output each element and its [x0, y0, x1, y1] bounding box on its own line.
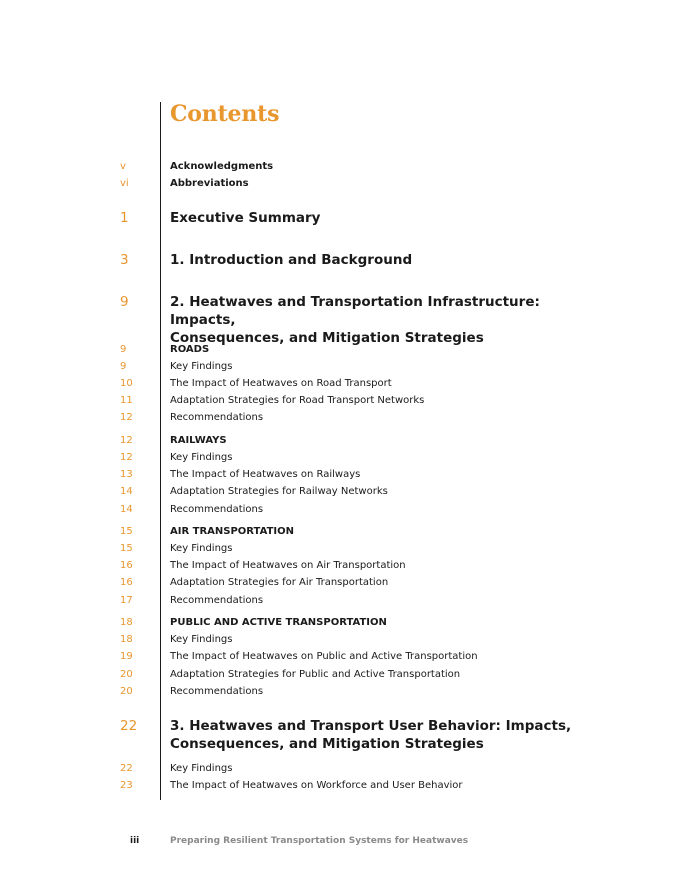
toc-entry-label: The Impact of Heatwaves on Public and Active Transportation [170, 651, 478, 662]
toc-page-number: 1 [120, 210, 129, 226]
toc-page-number: 18 [120, 634, 133, 645]
toc-chapter-label [170, 717, 590, 753]
toc-chapter-label-line2: Consequences, and Mitigation Strategies [170, 330, 484, 346]
toc-section-label: ROADS [170, 344, 210, 355]
toc-chapter-label: 1. Introduction and Background [170, 252, 413, 268]
toc-entry-label: The Impact of Heatwaves on Road Transport [170, 378, 392, 389]
toc-page-number: 16 [120, 560, 133, 571]
toc-page-number: 13 [120, 469, 133, 480]
toc-page-number: 14 [120, 504, 133, 515]
toc-page-number: 9 [120, 344, 127, 355]
toc-entry-label: Abbreviations [170, 178, 249, 189]
toc-page-number: 15 [120, 543, 133, 554]
toc-page-number: 14 [120, 486, 133, 497]
toc-entry-label: Adaptation Strategies for Railway Networks [170, 486, 388, 497]
page-title: Contents [170, 101, 280, 127]
toc-page-number: 23 [120, 780, 133, 791]
toc-entry-label: Key Findings [170, 452, 233, 463]
toc-entry-label: Recommendations [170, 595, 264, 606]
toc-page-number: 20 [120, 669, 133, 680]
toc-chapter-label-line1: 2. Heatwaves and Transportation Infrastructure: Impacts, [170, 294, 540, 328]
toc-page-number: 9 [120, 361, 127, 372]
toc-section-label: PUBLIC AND ACTIVE TRANSPORTATION [170, 617, 387, 628]
toc-entry-label: Recommendations [170, 504, 264, 515]
toc-entry-label: Key Findings [170, 763, 233, 774]
toc-page-number: 19 [120, 651, 133, 662]
toc-chapter-label [170, 293, 590, 347]
toc-entry-label: Recommendations [170, 686, 264, 697]
toc-page-number: 12 [120, 435, 133, 446]
toc-page-number: 22 [120, 763, 133, 774]
toc-page-number: 16 [120, 577, 133, 588]
toc-page-number: 12 [120, 412, 133, 423]
toc-chapter-label-line2: Consequences, and Mitigation Strategies [170, 736, 484, 752]
toc-chapter-label-line1: 3. Heatwaves and Transport User Behavior: Impacts, [170, 718, 572, 734]
toc-entry-label: Adaptation Strategies for Road Transport Networks [170, 395, 425, 406]
toc-chapter-label: Executive Summary [170, 210, 321, 226]
toc-page-number: 12 [120, 452, 133, 463]
toc-page-number: 9 [120, 294, 129, 310]
toc-page-number: 15 [120, 526, 133, 537]
toc-entry-label: Recommendations [170, 412, 264, 423]
toc-section-label: RAILWAYS [170, 435, 227, 446]
toc-page-number: 3 [120, 252, 129, 268]
toc-section-label: AIR TRANSPORTATION [170, 526, 294, 537]
toc-entry-label: Adaptation Strategies for Public and Active Transportation [170, 669, 461, 680]
toc-page-number: 10 [120, 378, 133, 389]
footer-page-number: iii [130, 836, 140, 846]
toc-entry-label: Adaptation Strategies for Air Transportation [170, 577, 389, 588]
toc-entry-label: The Impact of Heatwaves on Railways [170, 469, 361, 480]
toc-entry-label: The Impact of Heatwaves on Workforce and User Behavior [170, 780, 463, 791]
toc-entry-label: Key Findings [170, 543, 233, 554]
toc-page-number: 11 [120, 395, 133, 406]
toc-entry-label: Key Findings [170, 361, 233, 372]
toc-page-number: 20 [120, 686, 133, 697]
toc-page-number: 18 [120, 617, 133, 628]
toc-page-number: 22 [120, 718, 138, 734]
toc-page-number: vi [120, 178, 129, 189]
toc-page-number: 17 [120, 595, 133, 606]
toc-divider-line [160, 102, 161, 800]
footer-document-title: Preparing Resilient Transportation Systems for Heatwaves [170, 836, 469, 846]
toc-entry-label: Key Findings [170, 634, 233, 645]
toc-entry-label: The Impact of Heatwaves on Air Transportation [170, 560, 406, 571]
toc-page-number: v [120, 161, 126, 172]
toc-entry-label: Acknowledgments [170, 161, 274, 172]
